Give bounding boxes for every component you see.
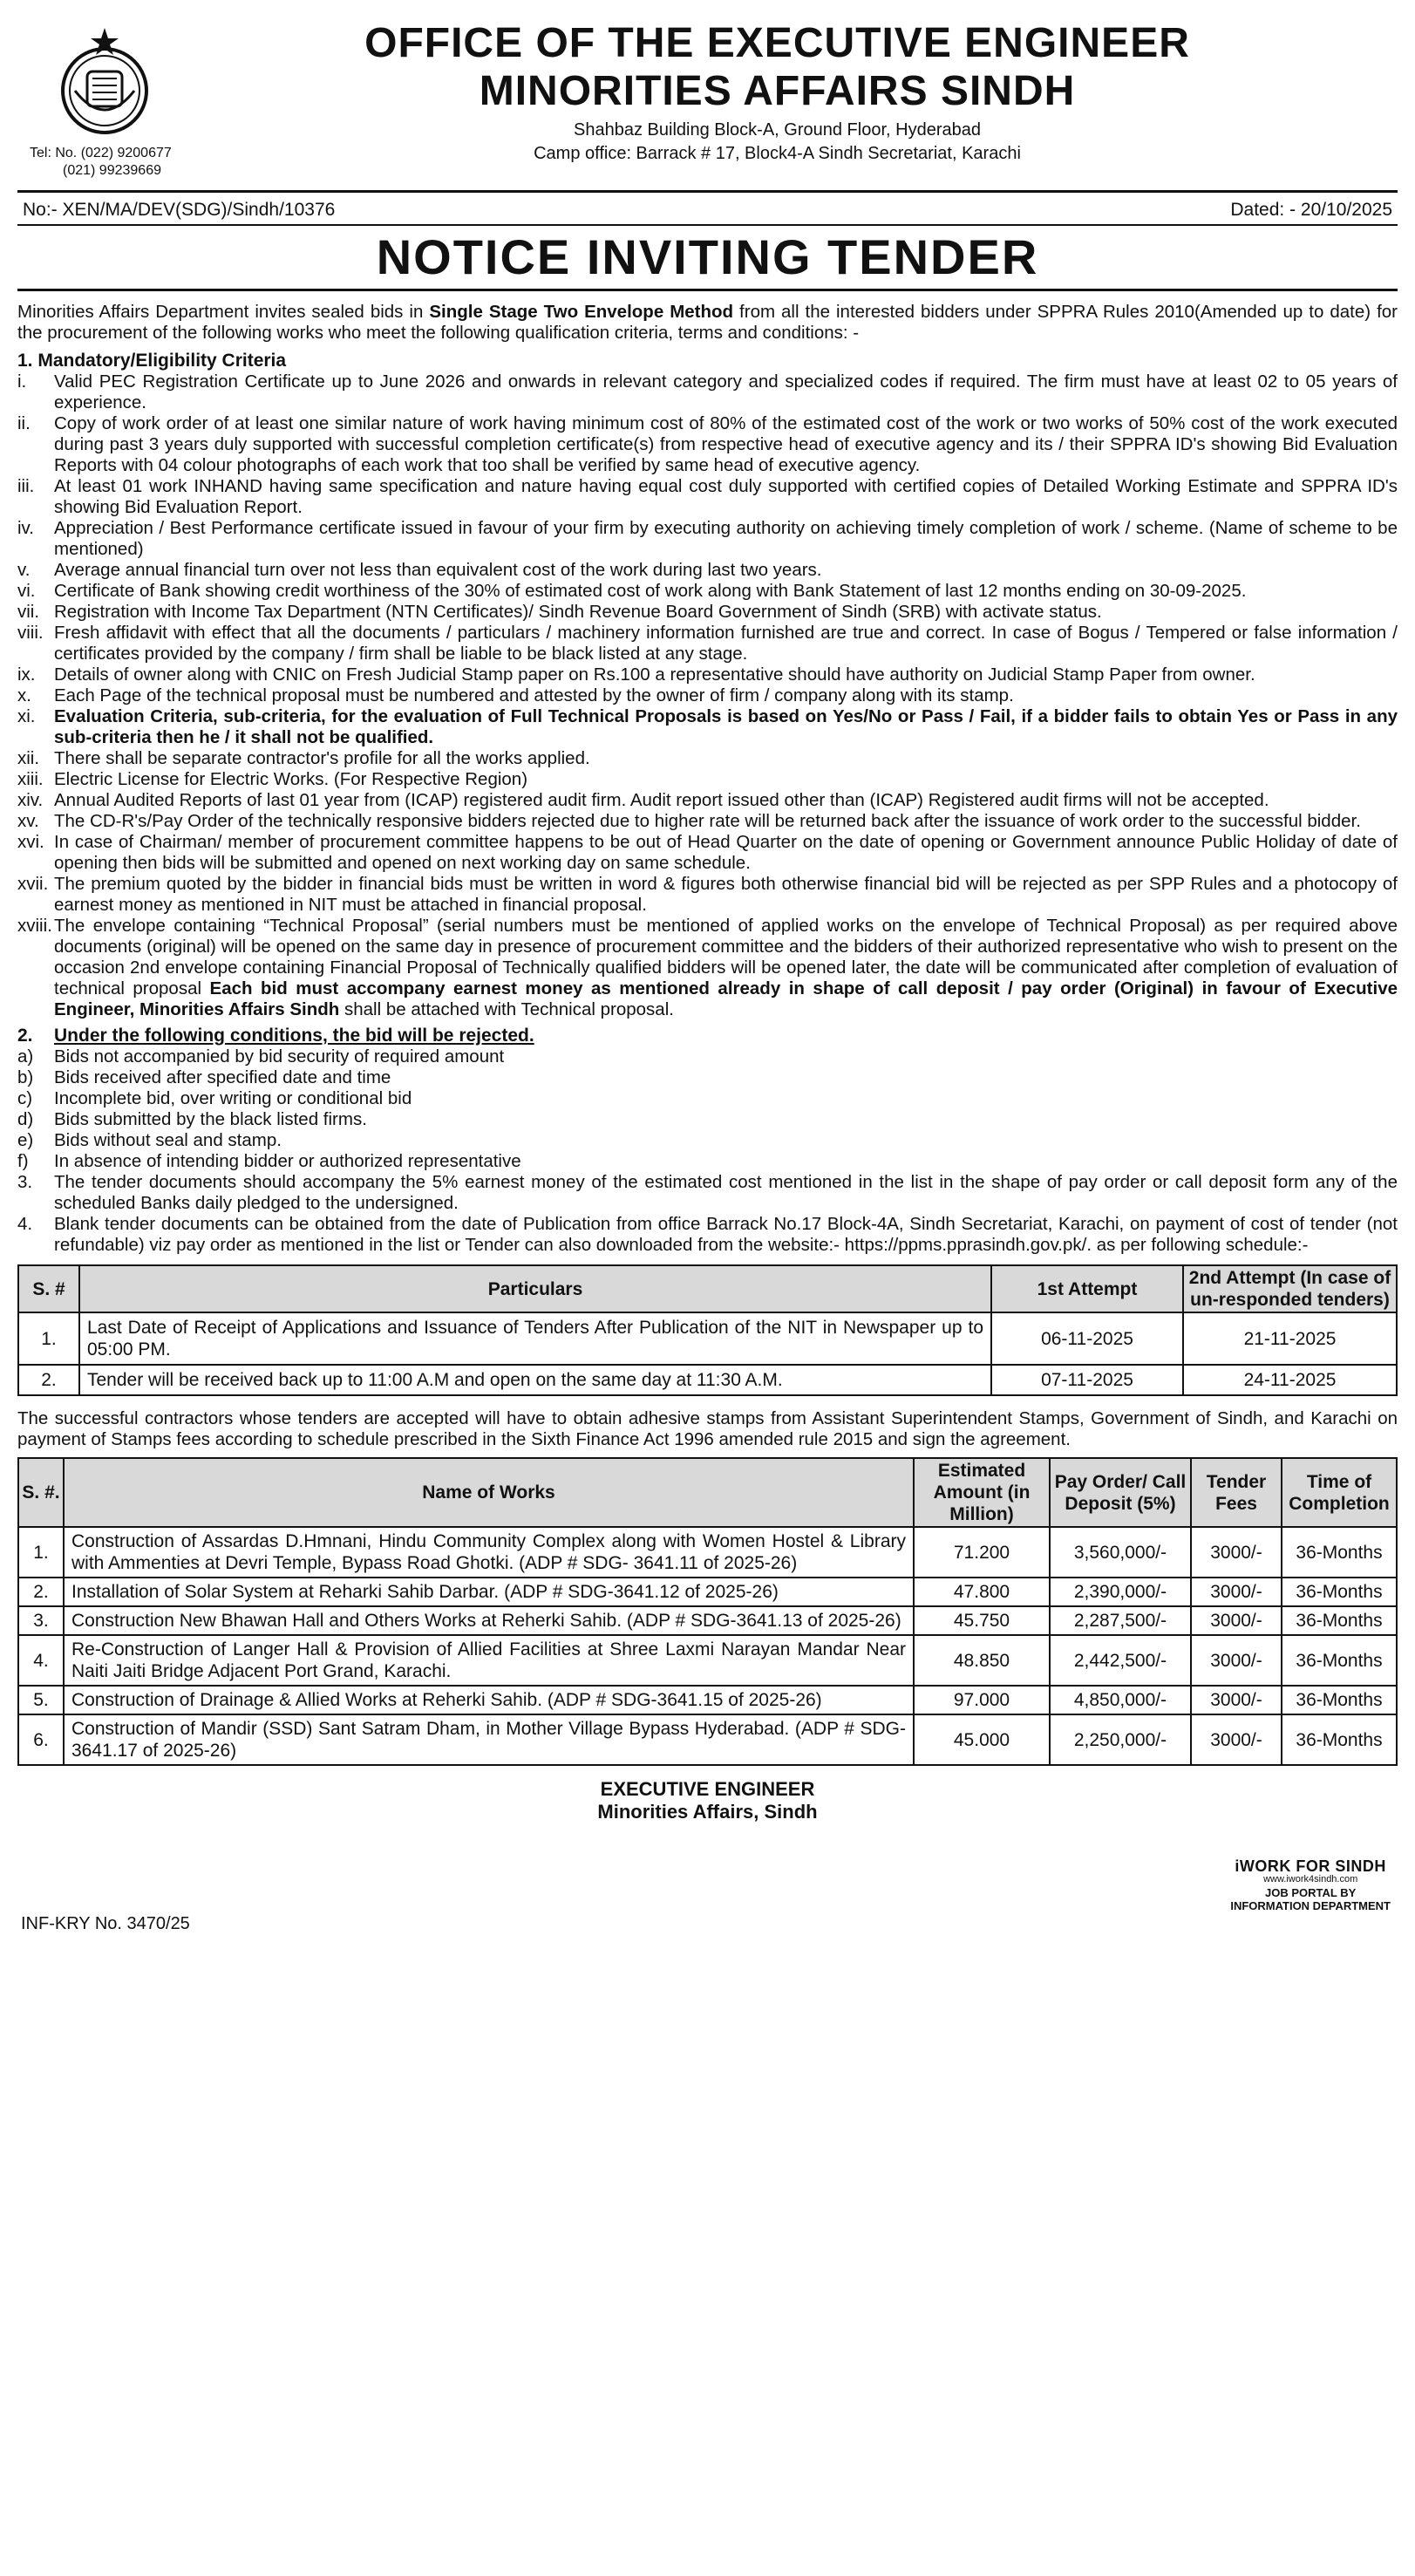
works-deposit-cell: 2,390,000/- bbox=[1050, 1578, 1191, 1606]
office-address-1: Shahbaz Building Block-A, Ground Floor, Hyderabad bbox=[574, 120, 981, 140]
rejection-condition-item: e) Bids without seal and stamp. bbox=[17, 1130, 282, 1150]
works-amount-cell: 97.000 bbox=[914, 1686, 1050, 1714]
criteria-item: xi. Evaluation Criteria, sub-criteria, for the evaluation of Full Technical Proposals is based on Yes/No or Pass / Fail, if a bidder fails to obtain Yes or Pass in any sub-criteria then he / it shall not be qualified. bbox=[17, 706, 1398, 747]
works-sn-cell: 3. bbox=[18, 1606, 64, 1635]
works-sn-cell: 1. bbox=[18, 1527, 64, 1578]
criteria-item: iii. At least 01 work INHAND having same specification and nature having equal cost duly supported with certified copies of Detailed Working Estimate and SPPRA ID's showing Bid Evaluation Report. bbox=[17, 476, 1398, 517]
works-deposit-cell: 3,560,000/- bbox=[1050, 1527, 1191, 1578]
office-title-block bbox=[157, 19, 1398, 166]
signature-block bbox=[17, 1778, 1398, 1823]
schedule-header-cell: 1st Attempt bbox=[991, 1265, 1183, 1312]
schedule-first-cell: 06-11-2025 bbox=[991, 1312, 1183, 1365]
works-name-cell: Construction of Mandir (SSD) Sant Satram Dham, in Mother Village Bypass Hyderabad. (ADP # SDG-3641.17 of 2025-26) bbox=[64, 1714, 914, 1765]
eligibility-criteria-list bbox=[17, 371, 1398, 916]
table-row bbox=[18, 1686, 1397, 1714]
section-1-title: 1. Mandatory/Eligibility Criteria bbox=[17, 351, 287, 371]
works-header-cell: Estimated Amount (in Million) bbox=[914, 1458, 1050, 1527]
criteria-item: xvii. The premium quoted by the bidder in financial bids must be written in word & figures both otherwise financial bid will be rejected as per SPP Rules and a photocopy of earnest money as mentioned in NIT must be attached in financial proposal. bbox=[17, 874, 1398, 915]
works-header-cell: Name of Works bbox=[64, 1458, 914, 1527]
works-header-cell: Pay Order/ Call Deposit (5%) bbox=[1050, 1458, 1191, 1527]
works-fees-cell: 3000/- bbox=[1191, 1635, 1282, 1686]
schedule-header-cell: S. # bbox=[18, 1265, 79, 1312]
notice-body bbox=[17, 302, 1398, 1766]
table-row bbox=[18, 1606, 1397, 1635]
rejection-condition-item: b) Bids received after specified date and time bbox=[17, 1067, 391, 1087]
schedule-header-cell: 2nd Attempt (In case of un-responded tenders) bbox=[1183, 1265, 1397, 1312]
works-sn-cell: 5. bbox=[18, 1686, 64, 1714]
works-amount-cell: 47.800 bbox=[914, 1578, 1050, 1606]
table-row bbox=[18, 1635, 1397, 1686]
works-fees-cell: 3000/- bbox=[1191, 1606, 1282, 1635]
works-fees-cell: 3000/- bbox=[1191, 1527, 1282, 1578]
schedule-table bbox=[17, 1264, 1398, 1396]
table-row bbox=[18, 1527, 1397, 1578]
portal-brand: iWORK FOR SINDH bbox=[1235, 1857, 1386, 1875]
works-deposit-cell: 2,250,000/- bbox=[1050, 1714, 1191, 1765]
schedule-header-cell: Particulars bbox=[79, 1265, 991, 1312]
table-row bbox=[18, 1578, 1397, 1606]
criteria-item: x. Each Page of the technical proposal must be numbered and attested by the owner of firm / company along with its stamp. bbox=[17, 685, 1014, 705]
office-address-2: Camp office: Barrack # 17, Block4-A Sindh Secretariat, Karachi bbox=[534, 144, 1021, 163]
inf-kry-number: INF-KRY No. 3470/25 bbox=[21, 1914, 190, 1933]
schedule-sn-cell: 1. bbox=[18, 1312, 79, 1365]
notice-footer bbox=[17, 1766, 1398, 1949]
criteria-item: xvi. In case of Chairman/ member of procurement committee happens to be out of Head Quarter on the date of opening or Government announce Public Holiday of date of opening then bids will be submitted and opened on next working day on same schedule. bbox=[17, 832, 1398, 873]
works-name-cell: Re-Construction of Langer Hall & Provision of Allied Facilities at Shree Laxmi Narayan Mandar Near Naiti Jaiti Bridge Adjacent Port Grand, Karachi. bbox=[64, 1635, 914, 1686]
criteria-item: vii. Registration with Income Tax Department (NTN Certificates)/ Sindh Revenue Board Government of Sindh (SRB) with activate status. bbox=[17, 602, 1102, 622]
criteria-item: i. Valid PEC Registration Certificate up to June 2026 and onwards in relevant category and specialized codes if required. The firm must have at least 02 to 05 years of experience. bbox=[17, 371, 1398, 412]
office-title-line-1: OFFICE OF THE EXECUTIVE ENGINEER bbox=[364, 20, 1190, 66]
schedule-second-cell: 24-11-2025 bbox=[1183, 1365, 1397, 1395]
works-time-cell: 36-Months bbox=[1282, 1714, 1397, 1765]
reference-number: No:- XEN/MA/DEV(SDG)/Sindh/10376 bbox=[23, 200, 336, 220]
job-portal-logo bbox=[1230, 1857, 1391, 1912]
works-amount-cell: 45.750 bbox=[914, 1606, 1050, 1635]
criteria-item: iv. Appreciation / Best Performance certificate issued in favour of your firm by executing authority on achieving timely completion of work / scheme. (Name of scheme to be mentioned) bbox=[17, 518, 1398, 559]
portal-line-1: JOB PORTAL BY bbox=[1265, 1886, 1357, 1899]
works-time-cell: 36-Months bbox=[1282, 1686, 1397, 1714]
works-sn-cell: 6. bbox=[18, 1714, 64, 1765]
works-sn-cell: 4. bbox=[18, 1635, 64, 1686]
works-time-cell: 36-Months bbox=[1282, 1578, 1397, 1606]
criteria-item: xiv. Annual Audited Reports of last 01 year from (ICAP) registered audit firm. Audit report issued other than (ICAP) Registered audit firms will not be accepted. bbox=[17, 790, 1269, 810]
works-name-cell: Construction of Drainage & Allied Works at Reherki Sahib. (ADP # SDG-3641.15 of 2025-26) bbox=[64, 1686, 914, 1714]
schedule-sn-cell: 2. bbox=[18, 1365, 79, 1395]
works-name-cell: Installation of Solar System at Reharki Sahib Darbar. (ADP # SDG-3641.12 of 2025-26) bbox=[64, 1578, 914, 1606]
criteria-item: v. Average annual financial turn over not less than equivalent cost of the work during last two years. bbox=[17, 560, 822, 580]
portal-line-2: INFORMATION DEPARTMENT bbox=[1230, 1899, 1391, 1912]
works-sn-cell: 2. bbox=[18, 1578, 64, 1606]
criteria-item: ii. Copy of work order of at least one similar nature of work having minimum cost of 80% of the estimated cost of the work or two works of 50% cost of the work executed during past 3 years duly supported with successful completion certificate(s) from respective head of executive agency and its / their SPPRA ID's showing Bid Evaluation Reports with 04 colour photographs of each work that too shall be verified by same head of executive agency. bbox=[17, 413, 1398, 475]
criteria-item: ix. Details of owner along with CNIC on Fresh Judicial Stamp paper on Rs.100 a representative should have authority on Judicial Stamp Paper from owner. bbox=[17, 664, 1255, 685]
intro-paragraph: Minorities Affairs Department invites sealed bids in Single Stage Two Envelope Method from all the interested bidders under SPPRA Rules 2010(Amended up to date) for the procurement of the following works who meet the following qualification criteria, terms and conditions: - bbox=[17, 302, 1398, 343]
works-table bbox=[17, 1457, 1398, 1766]
rejection-condition-item: d) Bids submitted by the black listed firms. bbox=[17, 1109, 367, 1129]
sindh-government-seal-icon bbox=[49, 26, 160, 138]
section-2-title: 2. Under the following conditions, the bid will be rejected. bbox=[17, 1026, 534, 1046]
works-deposit-cell: 2,287,500/- bbox=[1050, 1606, 1191, 1635]
works-time-cell: 36-Months bbox=[1282, 1527, 1397, 1578]
letterhead bbox=[17, 16, 1398, 190]
works-amount-cell: 71.200 bbox=[914, 1527, 1050, 1578]
table-row bbox=[18, 1714, 1397, 1765]
works-header-cell: S. #. bbox=[18, 1458, 64, 1527]
works-amount-cell: 45.000 bbox=[914, 1714, 1050, 1765]
schedule-first-cell: 07-11-2025 bbox=[991, 1365, 1183, 1395]
works-header-cell: Time of Completion bbox=[1282, 1458, 1397, 1527]
works-name-cell: Construction New Bhawan Hall and Others Works at Reherki Sahib. (ADP # SDG-3641.13 of 2025-26) bbox=[64, 1606, 914, 1635]
works-header-cell: Tender Fees bbox=[1191, 1458, 1282, 1527]
stamps-paragraph: The successful contractors whose tenders are accepted will have to obtain adhesive stamps from Assistant Superintendent Stamps, Government of Sindh, and Karachi on payment of Stamps fees according to schedule prescribed in the Sixth Finance Act 1996 amended rule 2015 and sign the agreement. bbox=[17, 1408, 1398, 1449]
rejection-conditions-list bbox=[17, 1046, 1398, 1172]
works-fees-cell: 3000/- bbox=[1191, 1578, 1282, 1606]
works-deposit-cell: 2,442,500/- bbox=[1050, 1635, 1191, 1686]
criteria-item: viii. Fresh affidavit with effect that all the documents / particulars / machinery information furnished are true and correct. In case of Bogus / Tempered or false information / certificates provided by the company / firm shall be liable to be black listed at any stage. bbox=[17, 623, 1398, 664]
works-time-cell: 36-Months bbox=[1282, 1635, 1397, 1686]
rejection-condition-item: f) In absence of intending bidder or authorized representative bbox=[17, 1151, 521, 1171]
office-title-line-2: MINORITIES AFFAIRS SINDH bbox=[479, 68, 1076, 114]
criteria-item: xii. There shall be separate contractor's profile for all the works applied. bbox=[17, 748, 590, 768]
rejection-condition-item: c) Incomplete bid, over writing or conditional bid bbox=[17, 1088, 412, 1108]
signatory-title: EXECUTIVE ENGINEER bbox=[600, 1778, 815, 1800]
tel-line-1: Tel: No. (022) 9200677 bbox=[30, 146, 172, 160]
section-3: 3. The tender documents should accompany the 5% earnest money of the estimated cost mentioned in the list in the shape of pay order or call deposit form any of the scheduled Banks daily pledged to the undersigned. bbox=[17, 1172, 1398, 1213]
criteria-item: xiii. Electric License for Electric Works. (For Respective Region) bbox=[17, 769, 528, 789]
notice-title: NOTICE INVITING TENDER bbox=[17, 224, 1398, 291]
table-row bbox=[18, 1365, 1397, 1395]
criteria-item: xviii. The envelope containing “Technical Proposal” (serial numbers must be mentioned of applied works on the envelope of Technical Proposal) as per required above documents (original) will be opened on the same day in presence of procurement committee and the bidders of their authorized representative who wish to present on the occasion 2nd envelope containing Financial Proposal of Technically qualified bidders will be opened later, the date will be communicated after completion of evaluation of technical proposal Each bid must accompany earnest money as mentioned already in shape of call deposit / pay order (Original) in favour of Executive Engineer, Minorities Affairs Sindh shall be attached with Technical proposal. bbox=[17, 916, 1398, 1019]
telephone-numbers bbox=[30, 145, 172, 180]
criteria-item: vi. Certificate of Bank showing credit worthiness of the 30% of estimated cost of work along with Bank Statement of last 12 months ending on 30-09-2025. bbox=[17, 581, 1247, 601]
criteria-item: xv. The CD-R's/Pay Order of the technically responsive bidders rejected due to higher rate will be returned back after the issuance of work order to the successful bidder. bbox=[17, 811, 1361, 831]
rejection-condition-item: a) Bids not accompanied by bid security of required amount bbox=[17, 1046, 505, 1067]
section-4: 4. Blank tender documents can be obtained from the date of Publication from office Barrack No.17 Block-4A, Sindh Secretariat, Karachi, on payment of cost of tender (not refundable) viz pay order as mentioned in the list or Tender can also downloaded from the website:- https://ppms.pprasindh.gov.pk/. as per following schedule:- bbox=[17, 1214, 1398, 1255]
portal-i-icon: i bbox=[1235, 1857, 1240, 1875]
works-fees-cell: 3000/- bbox=[1191, 1686, 1282, 1714]
works-time-cell: 36-Months bbox=[1282, 1606, 1397, 1635]
signatory-office: Minorities Affairs, Sindh bbox=[597, 1801, 818, 1823]
schedule-second-cell: 21-11-2025 bbox=[1183, 1312, 1397, 1365]
portal-url: www.iwork4sindh.com bbox=[1263, 1874, 1358, 1884]
reference-line bbox=[17, 193, 1398, 224]
schedule-particulars-cell: Last Date of Receipt of Applications and Issuance of Tenders After Publication of the NIT in Newspaper up to 05:00 PM. bbox=[79, 1312, 991, 1365]
tel-line-2: (021) 99239669 bbox=[63, 163, 161, 178]
works-amount-cell: 48.850 bbox=[914, 1635, 1050, 1686]
works-fees-cell: 3000/- bbox=[1191, 1714, 1282, 1765]
reference-date: Dated: - 20/10/2025 bbox=[1230, 200, 1392, 220]
works-name-cell: Construction of Assardas D.Hmnani, Hindu Community Complex along with Women Hostel & Library with Ammenties at Devri Temple, Bypass Road Ghotki. (ADP # SDG- 3641.11 of 2025-26) bbox=[64, 1527, 914, 1578]
table-row bbox=[18, 1312, 1397, 1365]
notice-page bbox=[17, 16, 1398, 1949]
schedule-particulars-cell: Tender will be received back up to 11:00 A.M and open on the same day at 11:30 A.M. bbox=[79, 1365, 991, 1395]
works-deposit-cell: 4,850,000/- bbox=[1050, 1686, 1191, 1714]
